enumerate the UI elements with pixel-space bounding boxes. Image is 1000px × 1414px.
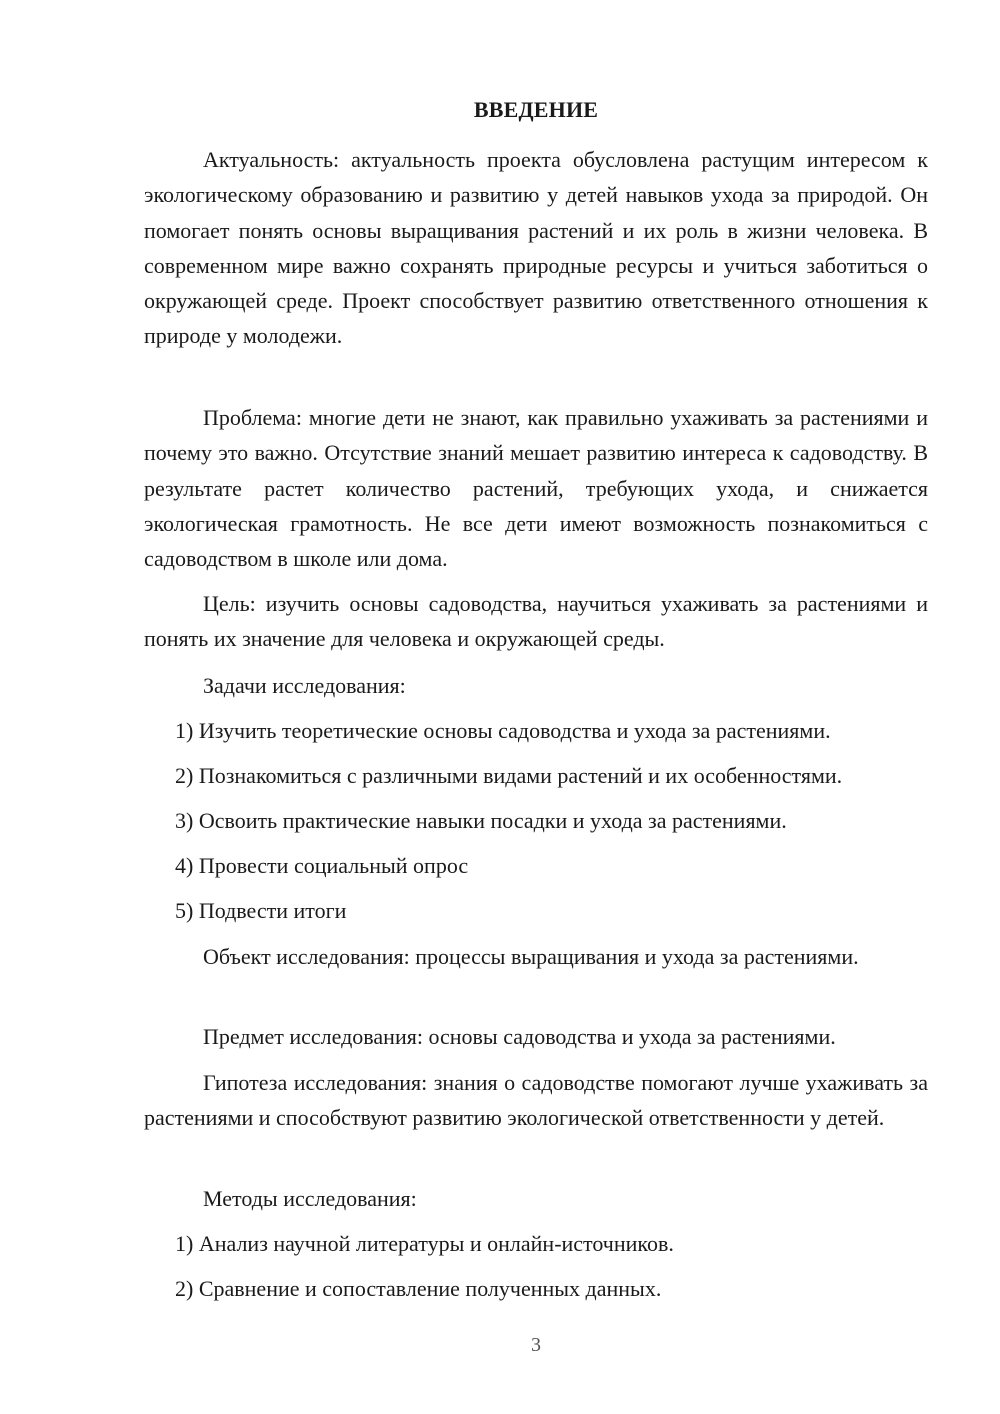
relevance-paragraph: Актуальность: актуальность проекта обусловлена растущим интересом к экологическому образованию и развитию у детей навыков ухода за природой. Он помогает понять основы выращивания растений и их роль в жизни человека. В современном мире важно сохранять природные ресурсы и учиться заботиться о окружающей среде. Проект способствует развитию ответственного отношения к природе у молодежи. xyxy=(144,147,928,349)
object-paragraph: Объект исследования: процессы выращивания и ухода за растениями. xyxy=(203,944,859,969)
page-title: ВВЕДЕНИЕ xyxy=(473,97,599,122)
task-item-3: 3) Освоить практические навыки посадки и ухода за растениями. xyxy=(175,808,787,833)
task-item-1: 1) Изучить теоретические основы садоводства и ухода за растениями. xyxy=(175,718,831,743)
subject-paragraph: Предмет исследования: основы садоводства и ухода за растениями. xyxy=(203,1024,836,1049)
method-item-2: 2) Сравнение и сопоставление полученных данных. xyxy=(175,1276,662,1301)
task-item-4: 4) Провести социальный опрос xyxy=(175,853,469,878)
problem-paragraph: Проблема: многие дети не знают, как правильно ухаживать за растениями и почему это важно. Отсутствие знаний мешает развитию интереса к садоводству. В результате растет количество растений, требующих ухода, и снижается экологическая грамотность. Не все дети имеют возможность познакомиться с садоводством в школе или дома. xyxy=(144,405,928,572)
goal-paragraph: Цель: изучить основы садоводства, научиться ухаживать за растениями и понять их значение для человека и окружающей среды. xyxy=(144,591,928,652)
method-item-1: 1) Анализ научной литературы и онлайн-источников. xyxy=(175,1231,674,1256)
task-item-2: 2) Познакомиться с различными видами растений и их особенностями. xyxy=(175,763,843,788)
page-number: 3 xyxy=(531,1334,541,1356)
tasks-heading: Задачи исследования: xyxy=(203,673,406,698)
hypothesis-paragraph: Гипотеза исследования: знания о садоводстве помогают лучше ухаживать за растениями и способствуют развитию экологической ответственности у детей. xyxy=(144,1070,928,1131)
task-item-5: 5) Подвести итоги xyxy=(175,898,347,923)
methods-heading: Методы исследования: xyxy=(203,1186,417,1211)
